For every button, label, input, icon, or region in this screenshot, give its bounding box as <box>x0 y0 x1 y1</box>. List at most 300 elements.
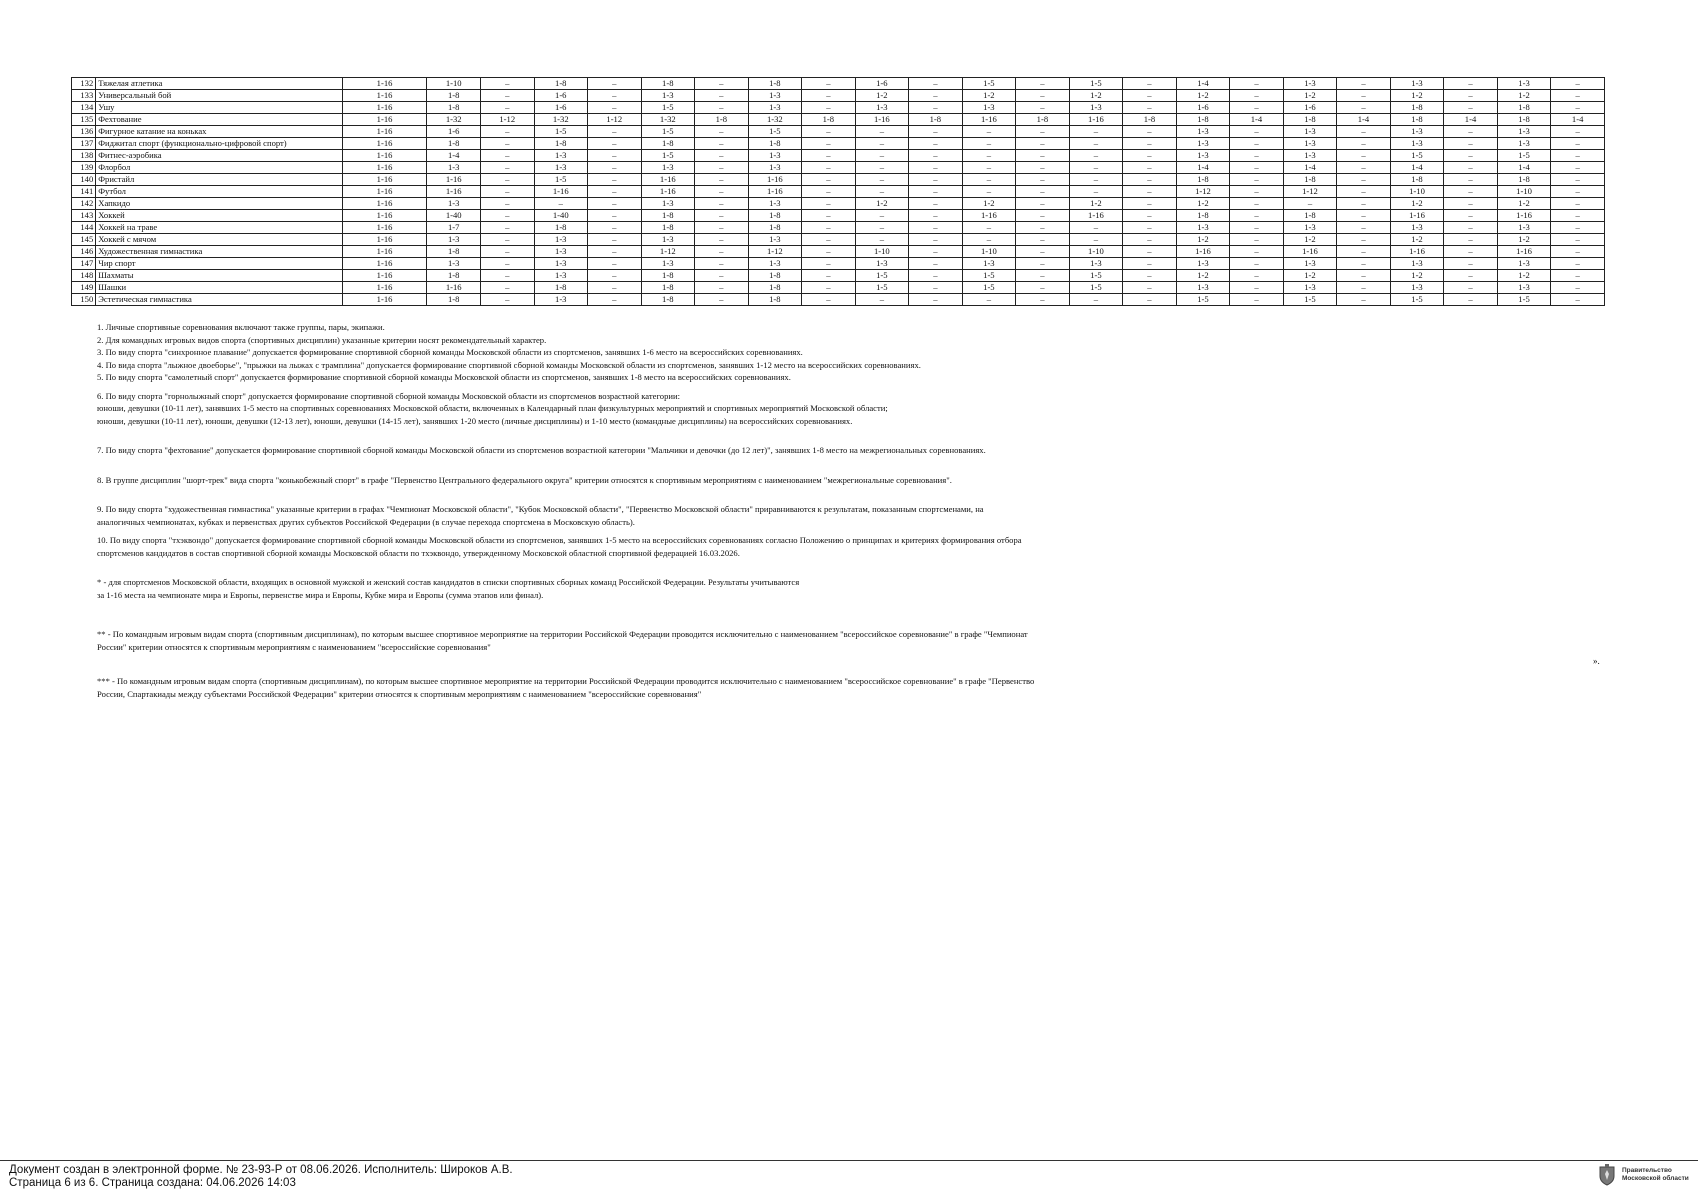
criteria-cell: 1-2 <box>1069 198 1123 210</box>
row-number: 144 <box>72 222 96 234</box>
criteria-cell: 1-4 <box>1230 114 1284 126</box>
criteria-cell: 1-5 <box>962 78 1016 90</box>
criteria-cell: 1-3 <box>1390 78 1444 90</box>
row-number: 147 <box>72 258 96 270</box>
table-row <box>72 150 1605 162</box>
criteria-cell: 1-4 <box>1337 114 1391 126</box>
table-row <box>72 198 1605 210</box>
table-row <box>72 78 1605 90</box>
criteria-cell: – <box>480 126 534 138</box>
criteria-cell: 1-5 <box>641 126 695 138</box>
criteria-cell: – <box>802 90 856 102</box>
sport-name: Тяжелая атлетика <box>96 78 342 90</box>
table-row <box>72 102 1605 114</box>
criteria-cell: 1-2 <box>1497 198 1551 210</box>
criteria-cell: – <box>1123 246 1177 258</box>
criteria-cell: – <box>802 138 856 150</box>
sport-name: Флорбол <box>96 162 342 174</box>
criteria-cell: – <box>962 126 1016 138</box>
criteria-cell: – <box>695 150 749 162</box>
criteria-cell: – <box>855 162 909 174</box>
criteria-cell: – <box>588 186 642 198</box>
criteria-cell: – <box>909 282 963 294</box>
criteria-cell: 1-16 <box>1283 246 1337 258</box>
criteria-cell: – <box>588 198 642 210</box>
criteria-cell: 1-3 <box>1069 102 1123 114</box>
criteria-cell: 1-16 <box>342 174 427 186</box>
criteria-cell: 1-3 <box>748 102 802 114</box>
criteria-cell: – <box>1069 150 1123 162</box>
criteria-cell: – <box>1551 270 1605 282</box>
criteria-cell: 1-8 <box>748 210 802 222</box>
criteria-cell: 1-4 <box>1390 162 1444 174</box>
criteria-cell: 1-8 <box>1497 114 1551 126</box>
footnote-line: *** - По командным игровым видам спорта (спортивным дисциплинам), по которым высшее спортивное мероприятие на территории Российской Федерации проводится исключительно с наименованием "всероссийское соревнование" в графе "Первенство <box>97 676 1035 686</box>
sport-name: Шашки <box>96 282 342 294</box>
criteria-cell: – <box>1551 258 1605 270</box>
criteria-cell: 1-3 <box>1176 138 1230 150</box>
footnote-line: аналогичных чемпионатах, кубках и первенствах других субъектов Российской Федерации (в случае перехода спортсмена в Московскую область). <box>97 516 635 527</box>
footnote-line: юноши, девушки (10-11 лет), занявших 1-5 место на спортивных соревнованиях Московской области, включенных в Календарный план физкультурных мероприятий и спортивных мероприятий Московской области; <box>97 403 888 413</box>
criteria-cell: 1-6 <box>1176 102 1230 114</box>
criteria-cell: 1-8 <box>748 294 802 306</box>
criteria-cell: – <box>1337 210 1391 222</box>
criteria-cell: – <box>1230 78 1284 90</box>
sport-name: Фехтование <box>96 114 342 126</box>
sport-name: Чир спорт <box>96 258 342 270</box>
criteria-cell: – <box>1337 174 1391 186</box>
criteria-cell: 1-32 <box>748 114 802 126</box>
criteria-cell: 1-10 <box>962 246 1016 258</box>
criteria-cell: 1-3 <box>1283 78 1337 90</box>
table-row <box>72 282 1605 294</box>
criteria-cell: – <box>1551 150 1605 162</box>
criteria-cell: – <box>480 150 534 162</box>
criteria-cell: – <box>1016 210 1070 222</box>
criteria-cell: – <box>1337 234 1391 246</box>
criteria-cell: 1-8 <box>641 78 695 90</box>
criteria-cell: 1-5 <box>1069 270 1123 282</box>
criteria-cell: – <box>480 90 534 102</box>
criteria-cell: – <box>1123 138 1177 150</box>
criteria-cell: – <box>695 198 749 210</box>
criteria-cell: – <box>1551 126 1605 138</box>
criteria-cell: 1-2 <box>1283 234 1337 246</box>
criteria-cell: – <box>802 282 856 294</box>
criteria-cell: 1-3 <box>1497 222 1551 234</box>
criteria-cell: – <box>480 210 534 222</box>
criteria-cell: – <box>1337 90 1391 102</box>
criteria-cell: – <box>1230 150 1284 162</box>
criteria-cell: – <box>1123 294 1177 306</box>
criteria-cell: – <box>962 222 1016 234</box>
row-number: 133 <box>72 90 96 102</box>
criteria-cell: – <box>909 210 963 222</box>
criteria-cell: 1-8 <box>748 282 802 294</box>
criteria-cell: 1-6 <box>427 126 481 138</box>
criteria-cell: – <box>1016 174 1070 186</box>
table-row <box>72 174 1605 186</box>
row-number: 142 <box>72 198 96 210</box>
row-number: 136 <box>72 126 96 138</box>
criteria-cell: – <box>1283 198 1337 210</box>
criteria-cell: – <box>1444 162 1498 174</box>
criteria-cell: 1-2 <box>1176 234 1230 246</box>
criteria-cell: 1-8 <box>641 282 695 294</box>
criteria-cell: – <box>588 90 642 102</box>
criteria-cell: – <box>588 294 642 306</box>
criteria-cell: – <box>962 138 1016 150</box>
criteria-cell: 1-2 <box>1176 90 1230 102</box>
criteria-cell: 1-4 <box>1176 78 1230 90</box>
criteria-cell: 1-2 <box>1497 90 1551 102</box>
criteria-cell: – <box>1551 198 1605 210</box>
criteria-cell: 1-8 <box>748 222 802 234</box>
criteria-cell: – <box>1016 150 1070 162</box>
table-row <box>72 162 1605 174</box>
criteria-cell: – <box>695 78 749 90</box>
criteria-cell: – <box>534 198 588 210</box>
criteria-cell: – <box>1444 210 1498 222</box>
criteria-cell: – <box>855 138 909 150</box>
criteria-cell: 1-5 <box>748 126 802 138</box>
criteria-cell: – <box>588 258 642 270</box>
criteria-cell: – <box>480 234 534 246</box>
criteria-cell: 1-8 <box>534 282 588 294</box>
sport-name: Хоккей с мячом <box>96 234 342 246</box>
criteria-cell: 1-5 <box>641 150 695 162</box>
footnote-line: 8. В группе дисциплин "шорт-трек" вида спорта "конькобежный спорт" в графе "Первенство Центрального федерального округа" критерии относятся к спортивным мероприятиям с наименованием "межрегиональные соревнования". <box>97 474 952 485</box>
criteria-cell: – <box>855 210 909 222</box>
criteria-cell: – <box>855 174 909 186</box>
criteria-cell: 1-3 <box>748 198 802 210</box>
criteria-cell: – <box>1123 150 1177 162</box>
criteria-cell: 1-16 <box>342 90 427 102</box>
criteria-cell: – <box>1444 150 1498 162</box>
criteria-cell: – <box>1230 270 1284 282</box>
footnote-line: 5. По виду спорта "самолетный спорт" допускается формирование спортивной сборной команды Московской области из спортсменов, занявших 1-8 место на всероссийских соревнованиях. <box>97 372 791 382</box>
criteria-cell: 1-8 <box>1390 114 1444 126</box>
gov-logo-line1: Правительство <box>1622 1167 1672 1174</box>
footnote-line: 2. Для командных игровых видов спорта (спортивных дисциплин) указанные критерии носят рекомендательный характер. <box>97 334 547 345</box>
criteria-cell: – <box>1444 258 1498 270</box>
criteria-cell: 1-8 <box>641 294 695 306</box>
criteria-cell: – <box>1444 294 1498 306</box>
criteria-cell: – <box>1123 102 1177 114</box>
criteria-cell: 1-4 <box>1444 114 1498 126</box>
criteria-cell: 1-16 <box>342 258 427 270</box>
criteria-cell: – <box>802 246 856 258</box>
criteria-cell: – <box>588 162 642 174</box>
criteria-cell: 1-3 <box>1283 258 1337 270</box>
criteria-cell: 1-3 <box>534 270 588 282</box>
criteria-cell: – <box>1551 78 1605 90</box>
criteria-cell: – <box>1230 234 1284 246</box>
criteria-table-sheet <box>71 77 1605 306</box>
coat-of-arms-icon <box>1598 1164 1616 1186</box>
criteria-cell: – <box>480 270 534 282</box>
row-number: 132 <box>72 78 96 90</box>
criteria-cell: 1-2 <box>855 198 909 210</box>
criteria-cell: 1-5 <box>641 102 695 114</box>
criteria-cell: – <box>802 162 856 174</box>
criteria-cell: 1-12 <box>480 114 534 126</box>
criteria-cell: – <box>855 234 909 246</box>
criteria-cell: 1-10 <box>1069 246 1123 258</box>
criteria-cell: 1-3 <box>641 90 695 102</box>
criteria-cell: 1-3 <box>855 258 909 270</box>
footer-divider <box>0 1160 1698 1161</box>
criteria-cell: – <box>695 174 749 186</box>
criteria-cell: 1-4 <box>427 150 481 162</box>
criteria-cell: 1-16 <box>1390 246 1444 258</box>
criteria-cell: – <box>695 294 749 306</box>
criteria-cell: – <box>695 222 749 234</box>
criteria-cell: – <box>695 210 749 222</box>
criteria-cell: 1-8 <box>427 138 481 150</box>
criteria-cell: – <box>802 102 856 114</box>
criteria-cell: 1-16 <box>342 234 427 246</box>
criteria-cell: 1-3 <box>1176 282 1230 294</box>
criteria-cell: – <box>1551 246 1605 258</box>
criteria-cell: 1-16 <box>1390 210 1444 222</box>
criteria-cell: 1-16 <box>342 102 427 114</box>
criteria-cell: – <box>695 138 749 150</box>
criteria-cell: – <box>1444 282 1498 294</box>
row-number: 149 <box>72 282 96 294</box>
criteria-cell: 1-2 <box>1390 90 1444 102</box>
footer-document-info: Документ создан в электронной форме. № 23-93-Р от 08.06.2026. Исполнитель: Широков А.В. <box>9 1164 513 1176</box>
criteria-cell: 1-3 <box>1497 126 1551 138</box>
criteria-cell: – <box>1016 90 1070 102</box>
sport-name: Фиджитал спорт (функционально-цифровой спорт) <box>96 138 342 150</box>
footnotes <box>97 321 1197 700</box>
row-number: 148 <box>72 270 96 282</box>
table-row <box>72 258 1605 270</box>
criteria-cell: 1-5 <box>855 282 909 294</box>
criteria-cell: 1-8 <box>802 114 856 126</box>
sport-name: Хапкидо <box>96 198 342 210</box>
criteria-cell: 1-3 <box>962 102 1016 114</box>
criteria-cell: – <box>588 234 642 246</box>
criteria-cell: – <box>588 222 642 234</box>
criteria-cell: – <box>1016 258 1070 270</box>
criteria-cell: – <box>588 282 642 294</box>
criteria-cell: – <box>1016 186 1070 198</box>
table-row <box>72 270 1605 282</box>
criteria-cell: 1-3 <box>1283 138 1337 150</box>
sport-name: Эстетическая гимнастика <box>96 294 342 306</box>
criteria-cell: – <box>962 150 1016 162</box>
criteria-cell: – <box>909 234 963 246</box>
criteria-cell: 1-16 <box>342 222 427 234</box>
criteria-cell: – <box>962 162 1016 174</box>
criteria-cell: 1-8 <box>1497 102 1551 114</box>
criteria-cell: – <box>588 138 642 150</box>
criteria-cell: 1-5 <box>962 270 1016 282</box>
criteria-cell: 1-10 <box>1497 186 1551 198</box>
criteria-cell: – <box>1016 294 1070 306</box>
criteria-cell: 1-8 <box>641 270 695 282</box>
criteria-cell: – <box>1016 102 1070 114</box>
criteria-cell: – <box>1337 198 1391 210</box>
criteria-cell: – <box>588 126 642 138</box>
criteria-cell: 1-3 <box>534 258 588 270</box>
row-number: 146 <box>72 246 96 258</box>
criteria-cell: – <box>1123 186 1177 198</box>
criteria-cell: – <box>1016 198 1070 210</box>
criteria-cell: – <box>1069 138 1123 150</box>
criteria-cell: 1-3 <box>1283 282 1337 294</box>
criteria-cell: 1-16 <box>962 210 1016 222</box>
table-row <box>72 90 1605 102</box>
criteria-cell: – <box>1230 210 1284 222</box>
criteria-cell: 1-16 <box>342 186 427 198</box>
table-row <box>72 210 1605 222</box>
criteria-cell: 1-6 <box>534 102 588 114</box>
criteria-cell: 1-8 <box>427 102 481 114</box>
criteria-cell: 1-16 <box>1176 246 1230 258</box>
footnote-line: * - для спортсменов Московской области, входящих в основной мужской и женский состав кандидатов в списки спортивных сборных команд Российской Федерации. Результаты учитываются <box>97 577 800 587</box>
closing-quote-mark: ». <box>1593 656 1600 666</box>
criteria-cell: 1-2 <box>1497 234 1551 246</box>
criteria-cell: 1-8 <box>1283 210 1337 222</box>
criteria-cell: 1-3 <box>1176 258 1230 270</box>
criteria-cell: – <box>1337 150 1391 162</box>
criteria-cell: 1-16 <box>342 282 427 294</box>
criteria-cell: – <box>802 174 856 186</box>
row-number: 138 <box>72 150 96 162</box>
row-number: 145 <box>72 234 96 246</box>
sport-name: Универсальный бой <box>96 90 342 102</box>
criteria-cell: – <box>1551 138 1605 150</box>
criteria-cell: 1-3 <box>748 90 802 102</box>
criteria-cell: – <box>1230 90 1284 102</box>
criteria-cell: 1-8 <box>748 270 802 282</box>
criteria-cell: 1-3 <box>427 234 481 246</box>
criteria-cell: – <box>909 186 963 198</box>
footnote-line: спортсменов кандидатов в состав спортивной сборной команды Московской области по тхэквондо, утвержденному Московской областной спортивной федерацией 16.03.2026. <box>97 547 740 558</box>
criteria-cell: 1-2 <box>1283 270 1337 282</box>
criteria-cell: – <box>480 186 534 198</box>
criteria-cell: – <box>962 186 1016 198</box>
criteria-cell: 1-40 <box>427 210 481 222</box>
table-row <box>72 126 1605 138</box>
criteria-cell: 1-12 <box>1283 186 1337 198</box>
criteria-cell: 1-6 <box>1283 102 1337 114</box>
criteria-cell: 1-8 <box>1390 174 1444 186</box>
criteria-cell: – <box>588 270 642 282</box>
criteria-cell: 1-3 <box>1390 258 1444 270</box>
criteria-cell: – <box>1123 222 1177 234</box>
criteria-cell: 1-16 <box>427 282 481 294</box>
sport-name: Шахматы <box>96 270 342 282</box>
criteria-cell: 1-8 <box>1016 114 1070 126</box>
row-number: 143 <box>72 210 96 222</box>
criteria-cell: – <box>802 78 856 90</box>
criteria-cell: 1-12 <box>748 246 802 258</box>
table-row <box>72 138 1605 150</box>
criteria-cell: 1-4 <box>1283 162 1337 174</box>
criteria-cell: 1-8 <box>1390 102 1444 114</box>
document-footer <box>9 1164 513 1190</box>
criteria-cell: 1-3 <box>1069 258 1123 270</box>
criteria-cell: – <box>1337 282 1391 294</box>
criteria-cell: – <box>1123 210 1177 222</box>
criteria-cell: 1-3 <box>1390 282 1444 294</box>
criteria-cell: 1-5 <box>1176 294 1230 306</box>
criteria-cell: 1-16 <box>1497 246 1551 258</box>
criteria-cell: 1-3 <box>855 102 909 114</box>
criteria-cell: 1-8 <box>534 222 588 234</box>
criteria-cell: 1-16 <box>342 246 427 258</box>
criteria-cell: – <box>1230 258 1284 270</box>
criteria-cell: – <box>909 162 963 174</box>
footnote-line: 10. По виду спорта "тхэквондо" допускается формирование спортивной сборной команды Московской области из спортсменов, занявших 1-5 место на всероссийских соревнованиях согласно Положению о принципах и критериях формирования отбора <box>97 535 1022 545</box>
criteria-cell: – <box>1230 186 1284 198</box>
criteria-cell: – <box>1069 162 1123 174</box>
criteria-cell: – <box>1444 174 1498 186</box>
criteria-cell: – <box>1444 78 1498 90</box>
criteria-cell: 1-5 <box>1069 282 1123 294</box>
criteria-cell: 1-3 <box>534 246 588 258</box>
criteria-cell: – <box>1123 162 1177 174</box>
footnote-line: России, Спартакиады между субъектами Российской Федерации" критерии относятся к спортивным мероприятиям с наименованием "всероссийские соревнования" <box>97 688 702 699</box>
criteria-cell: – <box>909 126 963 138</box>
criteria-cell: – <box>1444 90 1498 102</box>
criteria-cell: – <box>802 198 856 210</box>
government-logo <box>1598 1164 1689 1186</box>
criteria-cell: – <box>1337 138 1391 150</box>
criteria-cell: 1-3 <box>1283 150 1337 162</box>
criteria-cell: – <box>1444 222 1498 234</box>
criteria-cell: 1-6 <box>534 90 588 102</box>
criteria-cell: – <box>1230 282 1284 294</box>
criteria-cell: 1-16 <box>1069 210 1123 222</box>
sport-name: Фристайл <box>96 174 342 186</box>
criteria-cell: – <box>1069 126 1123 138</box>
criteria-cell: – <box>909 246 963 258</box>
sport-name: Ушу <box>96 102 342 114</box>
criteria-cell: 1-16 <box>962 114 1016 126</box>
criteria-cell: 1-3 <box>1176 222 1230 234</box>
criteria-cell: 1-2 <box>1176 270 1230 282</box>
criteria-cell: – <box>1551 162 1605 174</box>
criteria-cell: – <box>480 198 534 210</box>
criteria-cell: – <box>695 162 749 174</box>
criteria-cell: – <box>1069 234 1123 246</box>
criteria-cell: – <box>1069 222 1123 234</box>
table-row <box>72 222 1605 234</box>
criteria-cell: – <box>480 282 534 294</box>
criteria-cell: 1-8 <box>427 294 481 306</box>
criteria-cell: 1-3 <box>534 234 588 246</box>
criteria-cell: 1-3 <box>1497 258 1551 270</box>
criteria-cell: 1-3 <box>641 258 695 270</box>
criteria-cell: 1-2 <box>1283 90 1337 102</box>
criteria-cell: 1-16 <box>342 270 427 282</box>
row-number: 139 <box>72 162 96 174</box>
criteria-cell: – <box>802 258 856 270</box>
criteria-cell: 1-8 <box>1283 114 1337 126</box>
criteria-cell: 1-3 <box>1176 150 1230 162</box>
criteria-cell: – <box>802 222 856 234</box>
criteria-cell: 1-16 <box>342 198 427 210</box>
criteria-cell: 1-3 <box>748 162 802 174</box>
criteria-cell: – <box>1337 102 1391 114</box>
criteria-cell: – <box>855 150 909 162</box>
table-row <box>72 114 1605 126</box>
